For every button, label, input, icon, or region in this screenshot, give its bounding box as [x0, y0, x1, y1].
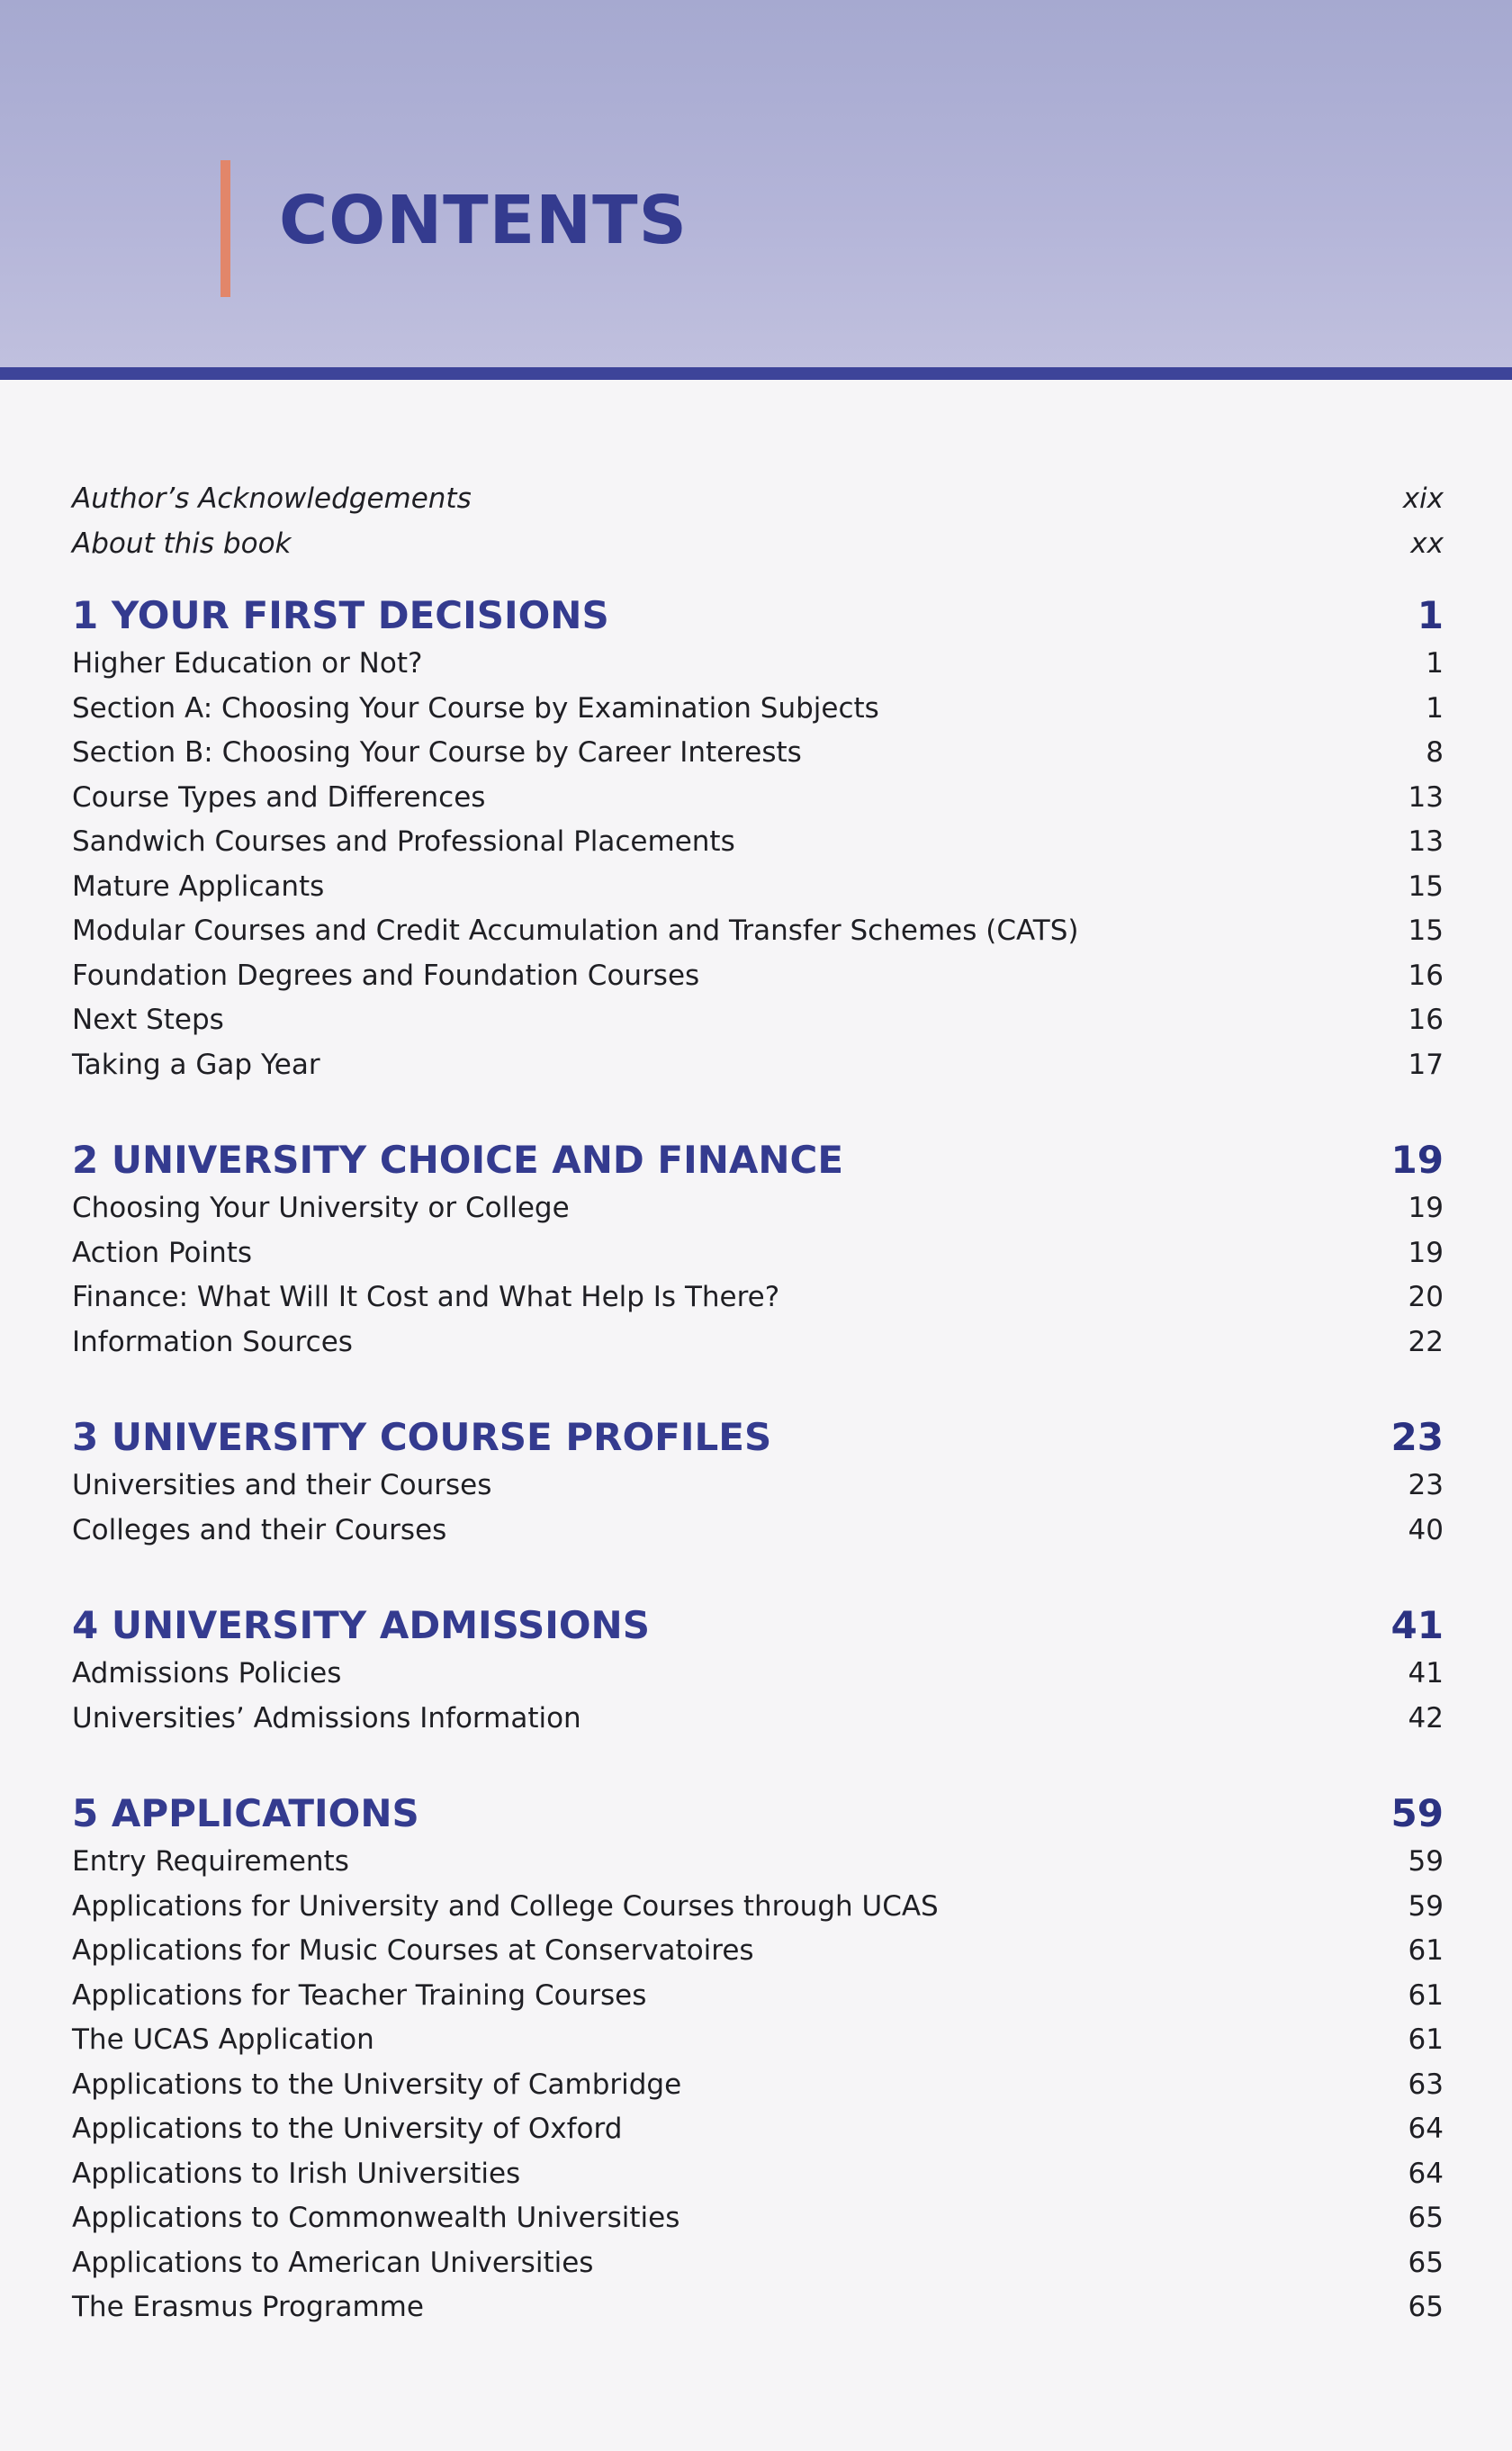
toc-entry[interactable]: [72, 1697, 1444, 1742]
toc-entry-page: 13: [1408, 825, 1444, 858]
chapter-title: 2 UNIVERSITY CHOICE AND FINANCE: [72, 1138, 844, 1182]
toc-entry[interactable]: [72, 1509, 1444, 1554]
toc-entry-label: Admissions Policies: [72, 1657, 342, 1690]
toc-entry-page: 40: [1408, 1513, 1444, 1546]
toc-entry-label: Mature Applicants: [72, 870, 325, 903]
toc-entry-label: Taking a Gap Year: [72, 1048, 320, 1081]
toc-entry-page: 61: [1408, 1978, 1444, 2012]
chapter-page: 59: [1390, 1791, 1444, 1835]
toc-entry-label: Section B: Choosing Your Course by Career Interests: [72, 736, 802, 769]
toc-entry[interactable]: [72, 2241, 1444, 2286]
toc-entry[interactable]: [72, 1652, 1444, 1697]
toc-entry-label: Foundation Degrees and Foundation Courses: [72, 959, 700, 992]
toc-entry-page: 16: [1408, 959, 1444, 992]
table-of-contents: [72, 477, 1444, 2377]
chapter-title: 4 UNIVERSITY ADMISSIONS: [72, 1603, 650, 1647]
toc-entry-label: Applications to Commonwealth Universities: [72, 2202, 680, 2234]
toc-entry[interactable]: [72, 820, 1444, 865]
toc-entry-label: Course Types and Differences: [72, 780, 486, 814]
toc-entry-label: About this book: [72, 527, 292, 560]
toc-entry[interactable]: [72, 477, 1444, 522]
chapter-page: 41: [1390, 1603, 1444, 1647]
toc-entry[interactable]: [72, 2285, 1444, 2330]
toc-entry-page: 19: [1408, 1192, 1444, 1224]
toc-entry-page: 65: [1408, 2246, 1444, 2279]
toc-entry-label: Colleges and their Courses: [72, 1513, 447, 1546]
toc-entry-label: Next Steps: [72, 1004, 224, 1036]
chapter-section: [72, 590, 1444, 1087]
front-matter: [72, 477, 1444, 566]
toc-entry[interactable]: [72, 1275, 1444, 1320]
toc-entry-label: Applications to Irish Universities: [72, 2157, 521, 2190]
toc-entry-page: 17: [1408, 1048, 1444, 1081]
toc-entry-label: Applications to American Universities: [72, 2246, 594, 2279]
toc-entry-page: 23: [1408, 1469, 1444, 1501]
toc-entry-label: Applications for University and College Courses through UCAS: [72, 1889, 939, 1923]
toc-entry-page: 15: [1408, 915, 1444, 947]
chapter-heading[interactable]: [72, 1599, 1444, 1652]
title-accent-bar: [220, 160, 230, 297]
toc-entry-page: 13: [1408, 780, 1444, 814]
toc-entry[interactable]: [72, 2196, 1444, 2241]
toc-entry-label: Universities’ Admissions Information: [72, 1701, 581, 1735]
toc-entry-page: 41: [1408, 1657, 1444, 1690]
toc-entry-label: Entry Requirements: [72, 1845, 349, 1878]
chapter-section: [72, 1788, 1444, 2330]
toc-entry-label: Sandwich Courses and Professional Placements: [72, 825, 735, 858]
chapter-heading[interactable]: [72, 590, 1444, 642]
chapter-list: [72, 590, 1444, 2330]
toc-entry-label: The UCAS Application: [72, 2023, 374, 2056]
toc-entry-label: Information Sources: [72, 1325, 353, 1358]
toc-entry-label: Applications for Teacher Training Courses: [72, 1978, 647, 2012]
toc-entry[interactable]: [72, 687, 1444, 732]
toc-entry[interactable]: [72, 1929, 1444, 1974]
toc-entry[interactable]: [72, 2152, 1444, 2197]
toc-entry-page: 65: [1408, 2202, 1444, 2234]
toc-entry-page: 1: [1426, 647, 1444, 680]
toc-entry-page: 59: [1408, 1845, 1444, 1878]
toc-entry-label: Applications to the University of Oxford: [72, 2113, 623, 2145]
toc-entry-page: 8: [1426, 736, 1444, 769]
chapter-page: 1: [1417, 593, 1444, 637]
toc-entry[interactable]: [72, 1231, 1444, 1276]
chapter-title: 5 APPLICATIONS: [72, 1791, 419, 1835]
toc-entry[interactable]: [72, 1464, 1444, 1509]
toc-entry-page: 1: [1426, 691, 1444, 725]
toc-entry-label: The Erasmus Programme: [72, 2291, 424, 2323]
toc-entry[interactable]: [72, 998, 1444, 1043]
chapter-title: 3 UNIVERSITY COURSE PROFILES: [72, 1415, 772, 1459]
toc-entry-label: Applications for Music Courses at Conservatoires: [72, 1934, 754, 1967]
toc-entry-page: 20: [1408, 1281, 1444, 1313]
chapter-page: 19: [1390, 1138, 1444, 1182]
chapter-page: 23: [1390, 1415, 1444, 1459]
chapter-heading[interactable]: [72, 1788, 1444, 1840]
toc-entry[interactable]: [72, 1043, 1444, 1088]
toc-entry-label: Author’s Acknowledgements: [72, 482, 472, 515]
toc-entry[interactable]: [72, 909, 1444, 954]
toc-entry[interactable]: [72, 2107, 1444, 2152]
toc-entry[interactable]: [72, 731, 1444, 776]
toc-entry-page: 65: [1408, 2291, 1444, 2323]
toc-entry[interactable]: [72, 865, 1444, 910]
toc-entry-page: 61: [1408, 2023, 1444, 2056]
toc-entry-page: 22: [1408, 1325, 1444, 1358]
toc-entry-page: 64: [1408, 2157, 1444, 2190]
toc-entry-page: 63: [1408, 2068, 1444, 2101]
chapter-title: 1 YOUR FIRST DECISIONS: [72, 593, 609, 637]
toc-entry-page: 15: [1408, 870, 1444, 903]
toc-entry-label: Universities and their Courses: [72, 1469, 492, 1501]
toc-entry-label: Modular Courses and Credit Accumulation and Transfer Schemes (CATS): [72, 915, 1079, 947]
toc-entry[interactable]: [72, 954, 1444, 999]
chapter-section: [72, 1599, 1444, 1741]
toc-entry[interactable]: [72, 1186, 1444, 1231]
toc-entry[interactable]: [72, 1840, 1444, 1885]
toc-entry[interactable]: [72, 1974, 1444, 2019]
toc-entry[interactable]: [72, 1320, 1444, 1365]
toc-entry-page: 59: [1408, 1889, 1444, 1923]
toc-entry-page: 61: [1408, 1934, 1444, 1967]
page-title: CONTENTS: [279, 182, 688, 259]
toc-entry-label: Section A: Choosing Your Course by Examination Subjects: [72, 691, 879, 725]
toc-entry[interactable]: [72, 1885, 1444, 1930]
toc-entry[interactable]: [72, 776, 1444, 821]
toc-entry-page: 16: [1408, 1004, 1444, 1036]
toc-entry-page: xx: [1410, 527, 1444, 560]
toc-entry[interactable]: [72, 2063, 1444, 2108]
toc-entry[interactable]: [72, 642, 1444, 687]
chapter-section: [72, 1134, 1444, 1365]
toc-entry-page: 64: [1408, 2113, 1444, 2145]
toc-entry-page: 42: [1408, 1701, 1444, 1735]
toc-entry-label: Choosing Your University or College: [72, 1192, 570, 1224]
toc-entry[interactable]: [72, 2018, 1444, 2063]
chapter-section: [72, 1411, 1444, 1553]
toc-entry-label: Applications to the University of Cambridge: [72, 2068, 682, 2101]
chapter-heading[interactable]: [72, 1411, 1444, 1464]
toc-entry-label: Higher Education or Not?: [72, 647, 423, 680]
toc-entry-page: xix: [1402, 482, 1444, 515]
chapter-heading[interactable]: [72, 1134, 1444, 1186]
header-divider: [0, 367, 1512, 380]
toc-entry-label: Finance: What Will It Cost and What Help Is There?: [72, 1281, 780, 1313]
toc-entry-page: 19: [1408, 1236, 1444, 1269]
toc-entry[interactable]: [72, 522, 1444, 567]
toc-entry-label: Action Points: [72, 1236, 253, 1269]
